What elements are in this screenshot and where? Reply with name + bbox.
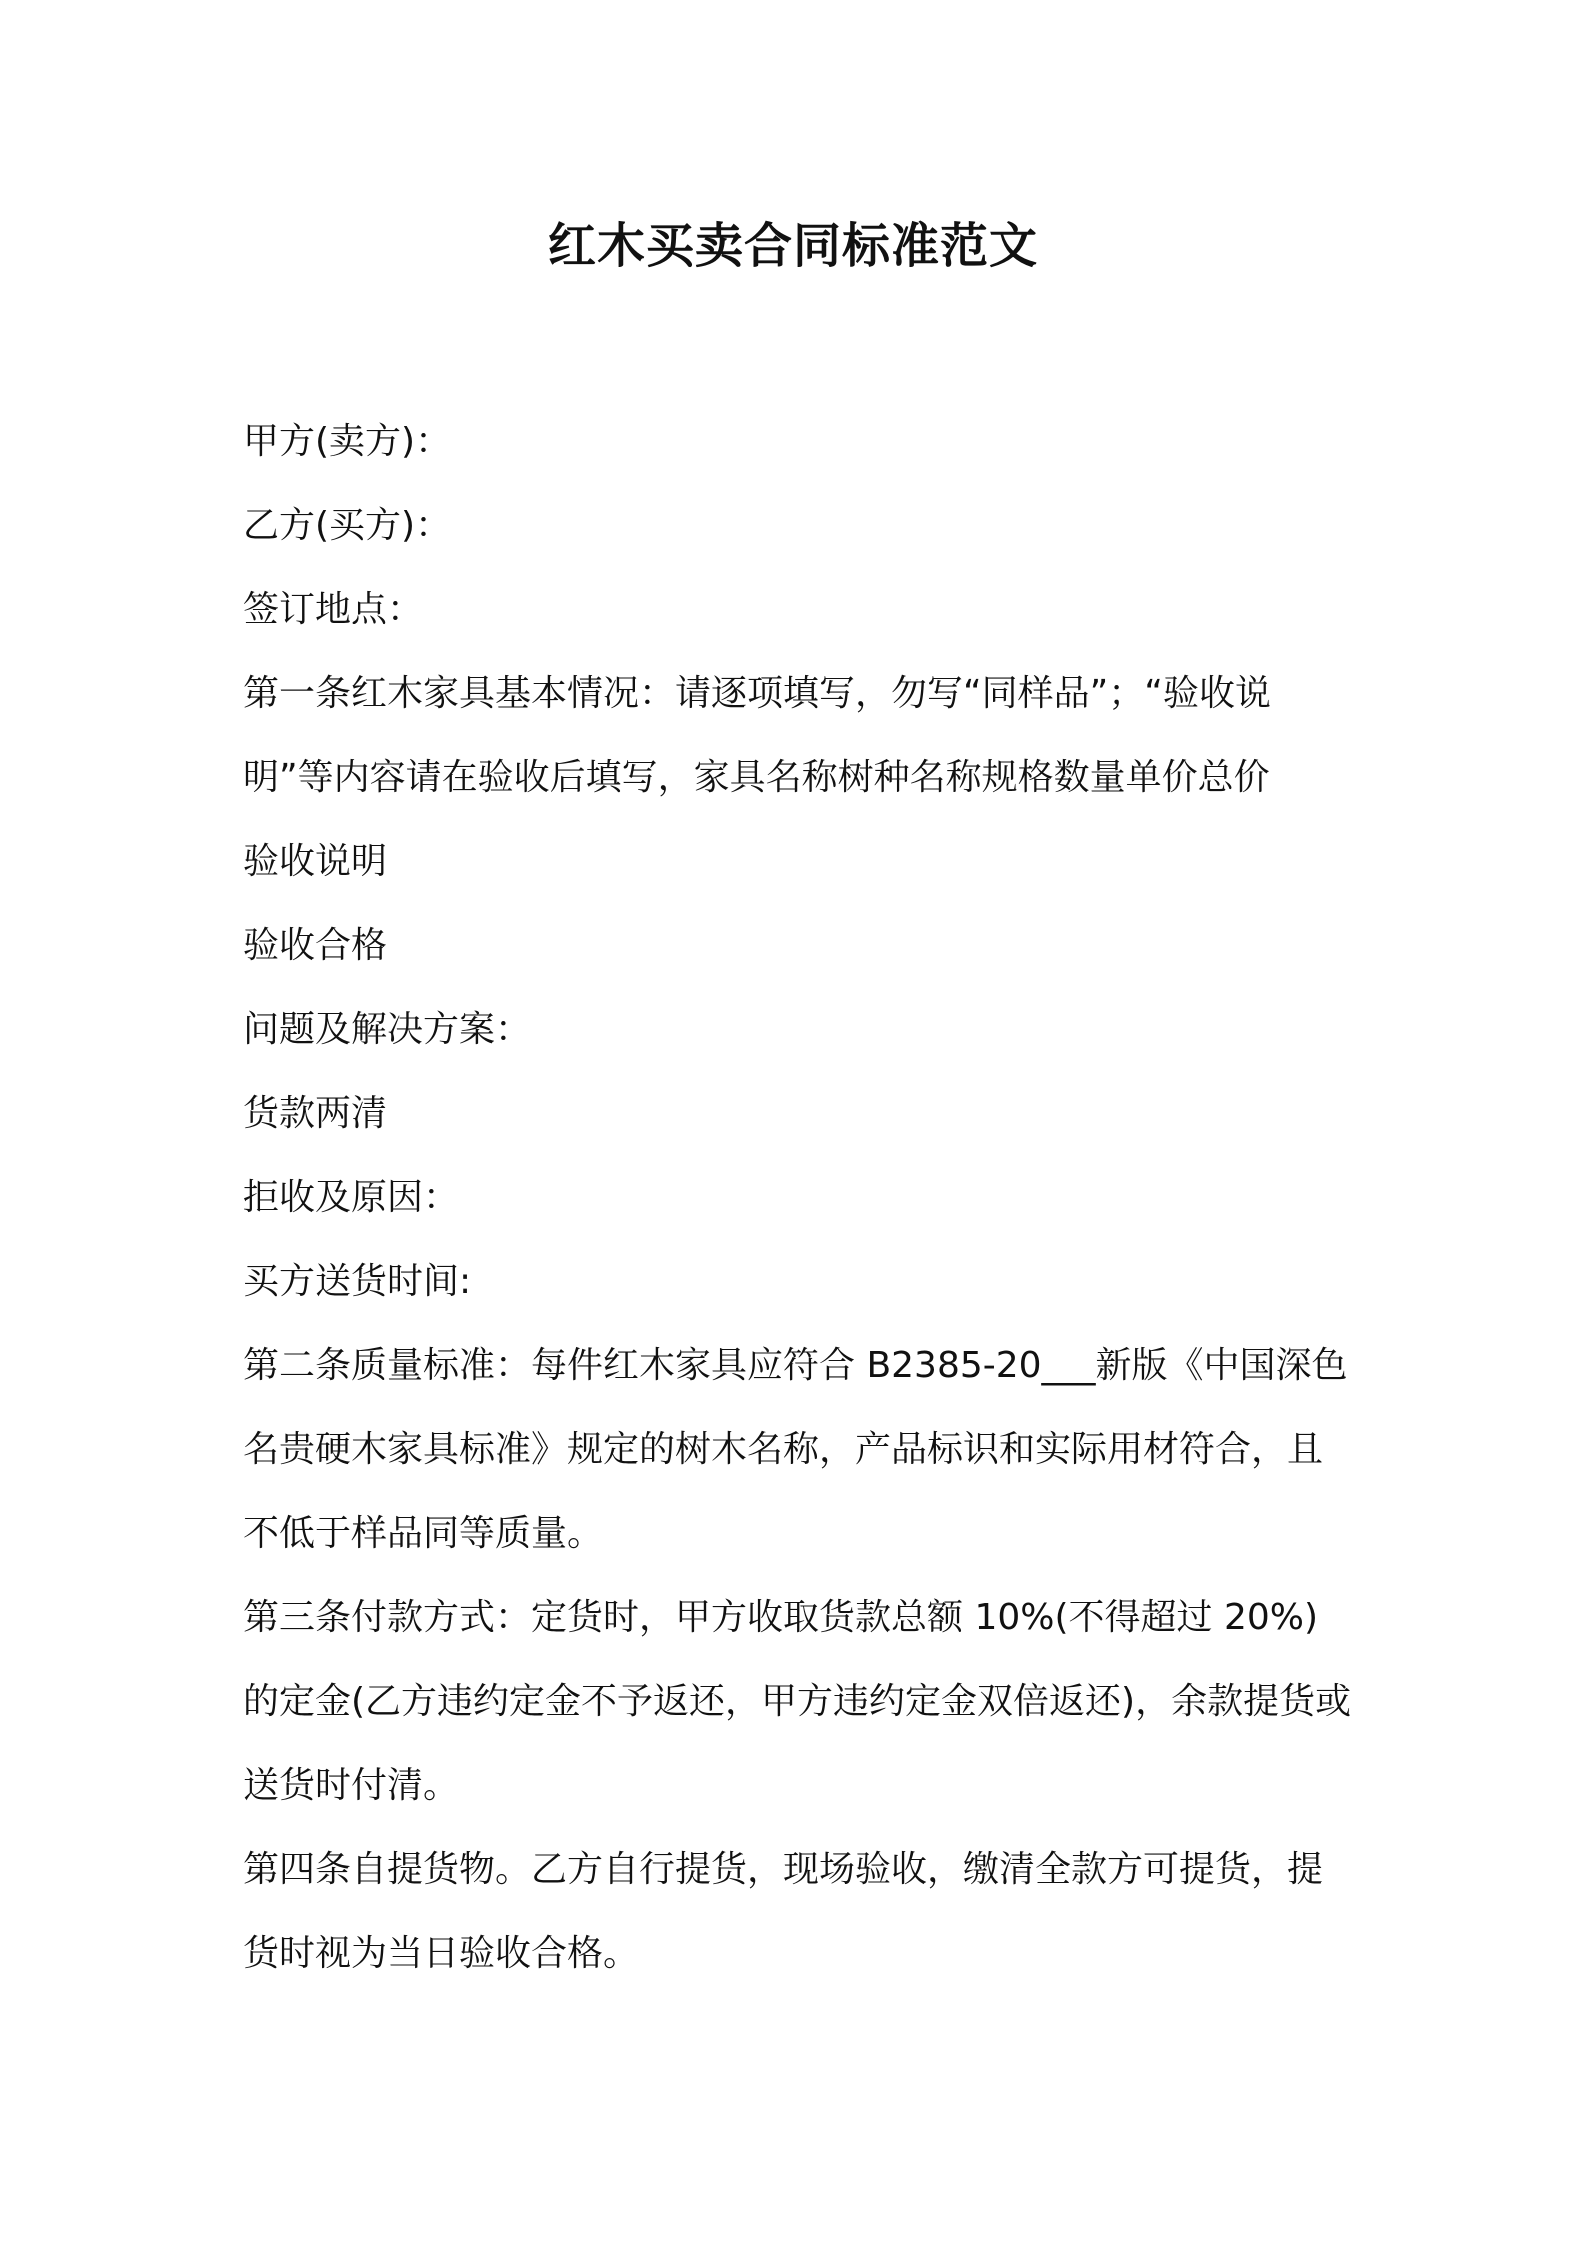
signing-location-line: 签订地点：	[243, 589, 424, 630]
acceptance-notes-line: 验收说明	[243, 841, 388, 882]
article-4-paragraph: 第四条自提货物。乙方自行提货，现场验收，缴清全款方可提货，提货时视为当日验收合格。	[243, 1849, 1324, 1974]
issues-solutions-line: 问题及解决方案：	[243, 1009, 532, 1050]
delivery-time-line: 买方送货时间:	[243, 1261, 472, 1302]
acceptance-passed-line: 验收合格	[243, 925, 388, 966]
party-a-line: 甲方(卖方)：	[243, 421, 452, 462]
payment-settled-line: 货款两清	[243, 1093, 388, 1134]
article-1-paragraph: 第一条红木家具基本情况：请逐项填写，勿写“同样品”；“验收说明”等内容请在验收后填写，家具名称树种名称规格数量单价总价	[243, 673, 1271, 798]
article-2-paragraph: 第二条质量标准：每件红木家具应符合 B2385-20___新版《中国深色名贵硬木家具标准》规定的树木名称，产品标识和实际用材符合，且不低于样品同等质量。	[243, 1345, 1348, 1554]
article-3-paragraph: 第三条付款方式：定货时，甲方收取货款总额 10%(不得超过 20%)的定金(乙方违约定金不予返还，甲方违约定金双倍返还)，余款提货或送货时付清。	[243, 1597, 1352, 1806]
rejection-reason-line: 拒收及原因：	[243, 1177, 460, 1218]
party-b-line: 乙方(买方)：	[243, 505, 452, 546]
document-title: 红木买卖合同标准范文	[547, 218, 1038, 274]
document-body	[243, 400, 1353, 1996]
